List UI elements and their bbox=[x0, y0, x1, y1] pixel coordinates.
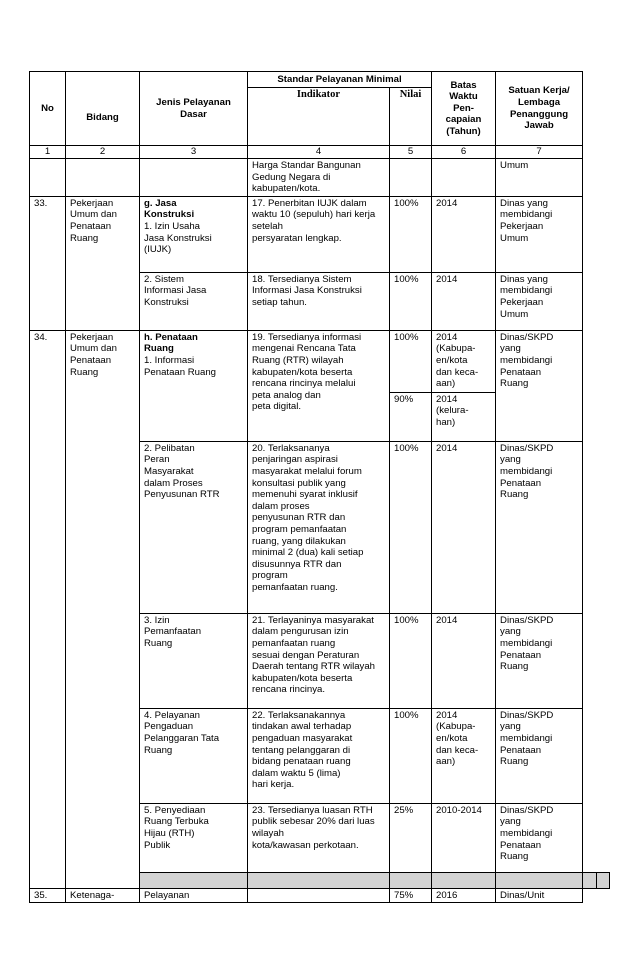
col-number: 6 bbox=[432, 146, 496, 159]
table-row bbox=[30, 330, 610, 392]
batas-cell: 2016 bbox=[432, 888, 496, 903]
indikator-cell: Harga Standar Bangunan Gedung Negara di kabupaten/kota. bbox=[248, 159, 390, 197]
indikator-cell: 17. Penerbitan IUJK dalam waktu 10 (sepuluh) hari kerja setelah persyaratan lengkap. bbox=[248, 196, 390, 272]
nilai-cell: 90% bbox=[390, 392, 432, 441]
jenis-cell: 3. Izin Pemanfaatan Ruang bbox=[140, 613, 248, 708]
header-batas: Batas Waktu Pen- capaian (Tahun) bbox=[432, 72, 496, 146]
satuan-cell: Dinas/SKPD yang membidangi Penataan Ruang bbox=[496, 441, 583, 613]
jenis-cell: 2. Pelibatan Peran Masyarakat dalam Proses Penyusunan RTR bbox=[140, 441, 248, 613]
col-number: 2 bbox=[66, 146, 140, 159]
column-numbers-row bbox=[30, 146, 610, 159]
jenis-cell: g. Jasa Konstruksi 1. Izin Usaha Jasa Konstruksi (IUJK) bbox=[140, 196, 248, 272]
header-spm: Standar Pelayanan Minimal bbox=[248, 72, 432, 88]
col-number: 4 bbox=[248, 146, 390, 159]
indikator-cell: 18. Tersedianya Sistem Informasi Jasa Konstruksi setiap tahun. bbox=[248, 272, 390, 330]
satuan-cell: Dinas yang membidangi Pekerjaan Umum bbox=[496, 196, 583, 272]
batas-cell: 2014 bbox=[432, 441, 496, 613]
batas-cell: 2014 (Kabupa- en/kota dan keca- aan) bbox=[432, 330, 496, 392]
header-no: No bbox=[30, 72, 66, 146]
header-bidang: Bidang bbox=[66, 72, 140, 146]
no-cell: 34. bbox=[30, 330, 66, 888]
header-indikator: Indikator bbox=[248, 88, 390, 146]
table-row bbox=[30, 196, 610, 272]
batas-cell: 2014 bbox=[432, 613, 496, 708]
header-nilai: Nilai bbox=[390, 88, 432, 146]
table-row bbox=[30, 159, 610, 197]
nilai-cell: 25% bbox=[390, 803, 432, 872]
satuan-cell: Dinas/SKPD yang membidangi Penataan Ruang bbox=[496, 708, 583, 803]
jenis-cell: h. Penataan Ruang 1. Informasi Penataan Ruang bbox=[140, 330, 248, 441]
col-number: 5 bbox=[390, 146, 432, 159]
jenis-cell: 2. Sistem Informasi Jasa Konstruksi bbox=[140, 272, 248, 330]
col-number: 3 bbox=[140, 146, 248, 159]
bidang-cell: Ketenaga- bbox=[66, 888, 140, 903]
indikator-cell bbox=[248, 888, 390, 903]
nilai-cell: 100% bbox=[390, 613, 432, 708]
col-number: 1 bbox=[30, 146, 66, 159]
header-jenis: Jenis Pelayanan Dasar bbox=[140, 72, 248, 146]
bidang-cell: Pekerjaan Umum dan Penataan Ruang bbox=[66, 330, 140, 888]
indikator-cell: 23. Tersedianya luasan RTH publik sebesar 20% dari luas wilayah kota/kawasan perkotaan. bbox=[248, 803, 390, 872]
header-satuan: Satuan Kerja/ Lembaga Penanggung Jawab bbox=[496, 72, 583, 146]
indikator-cell: 22. Terlaksanakannya tindakan awal terhadap pengaduan masyarakat tentang pelanggaran di bidang penataan ruang dalam waktu 5 (lima) hari kerja. bbox=[248, 708, 390, 803]
no-cell: 35. bbox=[30, 888, 66, 903]
batas-cell: 2014 (kelura- han) bbox=[432, 392, 496, 441]
batas-cell: 2014 (Kabupa- en/kota dan keca- aan) bbox=[432, 708, 496, 803]
jenis-cell: 4. Pelayanan Pengaduan Pelanggaran Tata Ruang bbox=[140, 708, 248, 803]
satuan-cell: Dinas/SKPD yang membidangi Penataan Ruang bbox=[496, 803, 583, 872]
satuan-cell: Umum bbox=[496, 159, 583, 197]
indikator-cell: 21. Terlayaninya masyarakat dalam pengurusan izin pemanfaatan ruang sesuai dengan Peraturan Daerah tentang RTR wilayah kabupaten/kota beserta rencana rincinya. bbox=[248, 613, 390, 708]
col-number: 7 bbox=[496, 146, 583, 159]
no-cell: 33. bbox=[30, 196, 66, 330]
jenis-cell: Pelayanan bbox=[140, 888, 248, 903]
batas-cell: 2014 bbox=[432, 272, 496, 330]
satuan-cell: Dinas/SKPD yang membidangi Penataan Ruang bbox=[496, 330, 583, 441]
satuan-cell: Dinas/SKPD yang membidangi Penataan Ruang bbox=[496, 613, 583, 708]
nilai-cell: 75% bbox=[390, 888, 432, 903]
table-row bbox=[30, 888, 610, 903]
batas-cell: 2010-2014 bbox=[432, 803, 496, 872]
nilai-cell: 100% bbox=[390, 708, 432, 803]
group-title: h. Penataan Ruang bbox=[144, 331, 198, 355]
satuan-cell: Dinas yang membidangi Pekerjaan Umum bbox=[496, 272, 583, 330]
satuan-cell: Dinas/Unit bbox=[496, 888, 583, 903]
batas-cell: 2014 bbox=[432, 196, 496, 272]
nilai-cell: 100% bbox=[390, 441, 432, 613]
group-title: g. Jasa Konstruksi bbox=[144, 197, 195, 221]
indikator-cell: 20. Terlaksananya penjaringan aspirasi masyarakat melalui forum konsultasi publik yang memenuhi syarat inklusif dalam proses penyusunan RTR dan program pemanfaatan ruang, yang dilakukan minimal 2 (dua) kali setiap disusunnya RTR dan program pemanfaatan ruang. bbox=[248, 441, 390, 613]
indikator-cell: 19. Tersedianya informasi mengenai Rencana Tata Ruang (RTR) wilayah kabupaten/kota beserta rencana rincinya melalui peta analog dan peta digital. bbox=[248, 330, 390, 441]
nilai-cell: 100% bbox=[390, 330, 432, 392]
nilai-cell: 100% bbox=[390, 272, 432, 330]
jenis-cell: 5. Penyediaan Ruang Terbuka Hijau (RTH) Publik bbox=[140, 803, 248, 872]
spm-table bbox=[29, 71, 610, 903]
bidang-cell: Pekerjaan Umum dan Penataan Ruang bbox=[66, 196, 140, 330]
nilai-cell: 100% bbox=[390, 196, 432, 272]
